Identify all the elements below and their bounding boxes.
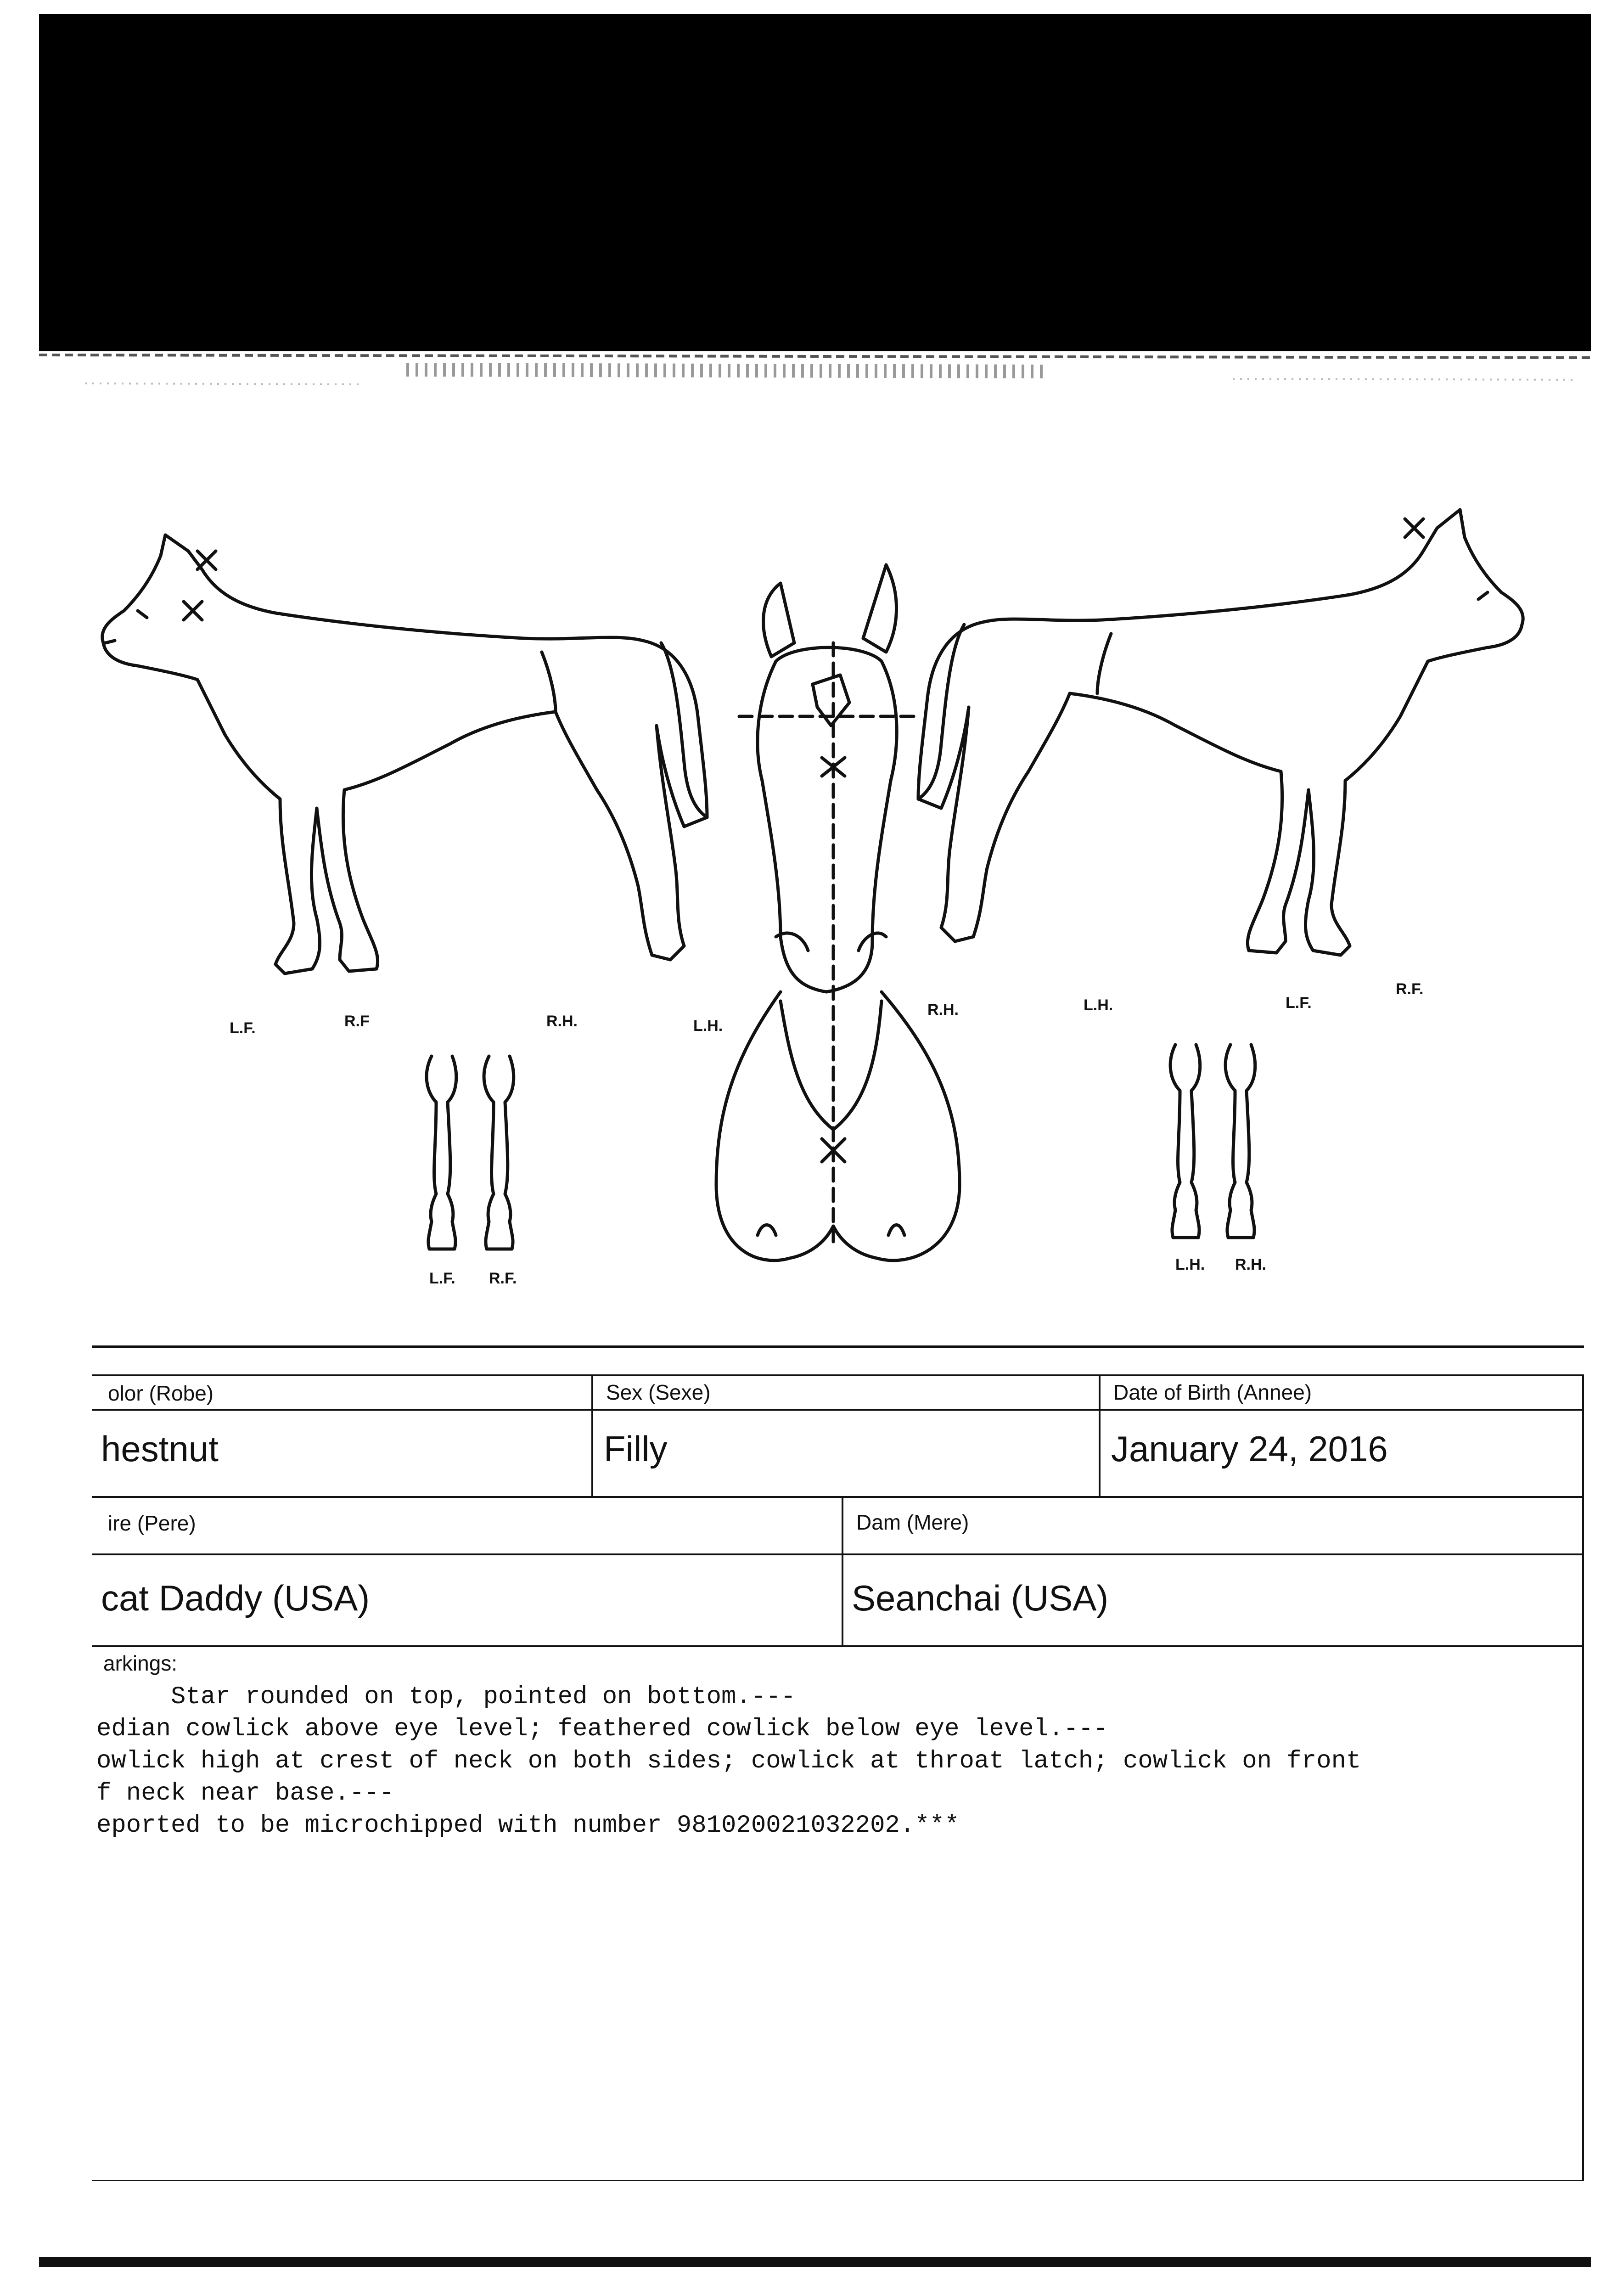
markings-label: arkings: xyxy=(103,1651,178,1675)
horse-identification-form xyxy=(92,1345,1584,2181)
color-value: hestnut xyxy=(101,1429,219,1469)
front-legs-diagram xyxy=(427,1056,514,1249)
color-label: olor (Robe) xyxy=(108,1381,214,1405)
label-lf-right: L.F. xyxy=(1286,994,1312,1012)
redacted-header-block xyxy=(39,14,1591,351)
sire-label: ire (Pere) xyxy=(108,1511,196,1535)
label-lh-legs: L.H. xyxy=(1175,1256,1205,1273)
sex-value: Filly xyxy=(604,1429,668,1469)
label-lf-left: L.F. xyxy=(230,1019,256,1037)
label-rf-right: R.F. xyxy=(1396,980,1424,998)
markings-line: owlick high at crest of neck on both sides; cowlick at throat latch; cowlick on front xyxy=(96,1747,1361,1775)
dam-label: Dam (Mere) xyxy=(856,1510,969,1534)
sire-value: cat Daddy (USA) xyxy=(101,1578,370,1618)
label-rf-left: R.F xyxy=(344,1013,370,1030)
dob-label: Date of Birth (Annee) xyxy=(1113,1380,1312,1404)
hind-legs-diagram xyxy=(1170,1045,1255,1238)
label-lh-right: L.H. xyxy=(1084,996,1113,1014)
horse-left-side-view xyxy=(102,535,707,974)
scan-bottom-edge xyxy=(39,2257,1591,2267)
dam-value: Seanchai (USA) xyxy=(852,1578,1109,1618)
horse-head-front-view xyxy=(716,565,960,1261)
label-lh-left: L.H. xyxy=(693,1017,723,1035)
label-lf-legs: L.F. xyxy=(429,1270,455,1287)
label-rh-left: R.H. xyxy=(546,1013,578,1030)
markings-line: edian cowlick above eye level; feathered cowlick below eye level.--- xyxy=(96,1715,1108,1743)
sex-label: Sex (Sexe) xyxy=(606,1380,711,1404)
markings-line: f neck near base.--- xyxy=(96,1779,394,1807)
label-rh-legs: R.H. xyxy=(1235,1256,1266,1273)
horse-identification-diagram xyxy=(0,459,1623,1332)
horse-right-side-view xyxy=(918,510,1523,955)
label-rh-right: R.H. xyxy=(927,1001,959,1019)
label-rf-legs: R.F. xyxy=(489,1270,517,1287)
scan-noise xyxy=(39,351,1591,420)
markings-line: eported to be microchipped with number 981020021032202.*** xyxy=(96,1812,960,1840)
markings-line: Star rounded on top, pointed on bottom.--- xyxy=(96,1683,796,1711)
dob-value: January 24, 2016 xyxy=(1111,1429,1388,1469)
